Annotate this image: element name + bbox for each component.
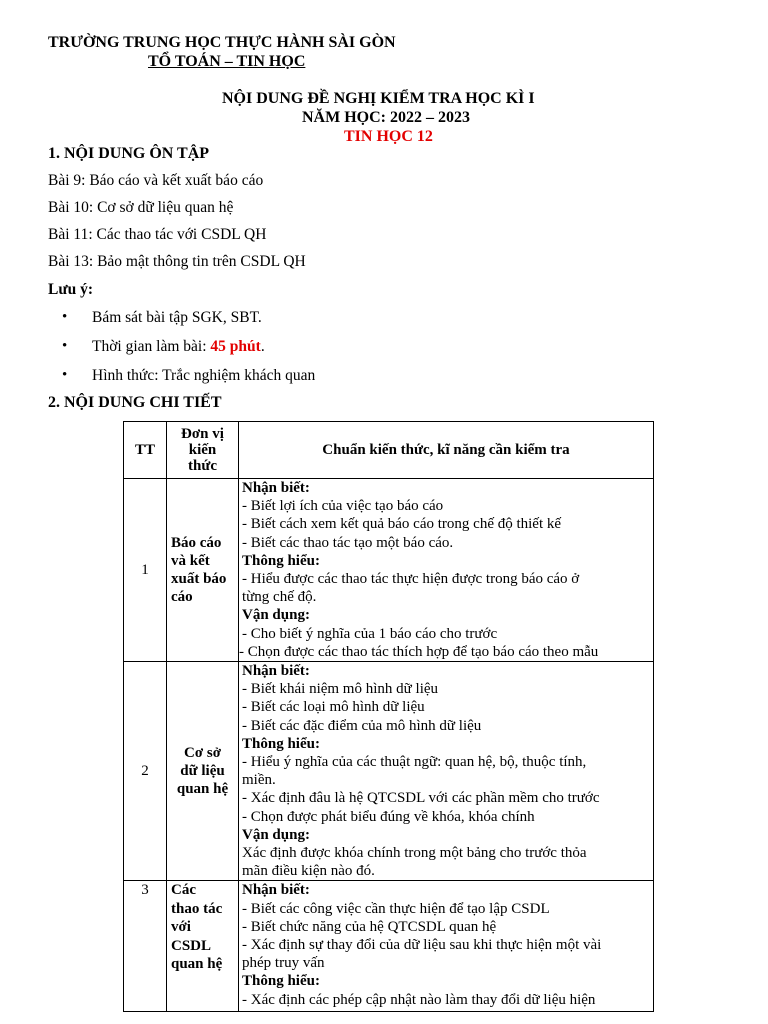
header-unit-line: kiến xyxy=(188,442,217,458)
criteria-line: - Biết các loại mô hình dữ liệu xyxy=(242,699,425,716)
unit-line: Các xyxy=(171,882,196,899)
table-row xyxy=(124,479,654,662)
exam-duration: 45 phút xyxy=(210,338,261,355)
header-unit-line: Đơn vị xyxy=(181,426,224,442)
unit-name xyxy=(167,881,239,1012)
subject-name: TIN HỌC 12 xyxy=(344,128,433,145)
criteria-line: - Biết cách xem kết quả báo cáo trong chế độ thiết kế xyxy=(242,516,562,533)
lesson-item: Bài 11: Các thao tác với CSDL QH xyxy=(48,226,267,243)
criteria-line: - Xác định các phép cập nhật nào làm thay đổi dữ liệu hiện xyxy=(242,991,596,1008)
lesson-item: Bài 13: Bảo mật thông tin trên CSDL QH xyxy=(48,253,306,270)
unit-line: dữ liệu xyxy=(180,763,225,780)
criteria-line: - Cho biết ý nghĩa của 1 báo cáo cho trước xyxy=(242,625,498,642)
header-criteria: Chuẩn kiến thức, kĩ năng cần kiểm tra xyxy=(239,422,654,479)
unit-line: quan hệ xyxy=(176,781,229,798)
criteria-line: - Biết chức năng của hệ QTCSDL quan hệ xyxy=(242,918,497,935)
section1-heading: 1. NỘI DUNG ÔN TẬP xyxy=(48,145,210,162)
note-item xyxy=(92,338,265,356)
level-heading: Nhận biết: xyxy=(242,882,310,899)
unit-line: CSDL xyxy=(171,937,212,954)
criteria-line: phép truy vấn xyxy=(242,955,325,972)
criteria-cell xyxy=(239,881,654,1012)
unit-line: Cơ sở xyxy=(183,745,222,762)
note-item: • Bám sát bài tập SGK, SBT. xyxy=(92,309,262,327)
level-heading: Thông hiểu: xyxy=(242,552,320,569)
content-table xyxy=(123,421,654,1012)
school-name: TRƯỜNG TRUNG HỌC THỰC HÀNH SÀI GÒN xyxy=(48,34,396,51)
criteria-line: - Chọn được phát biểu đúng về khóa, khóa chính xyxy=(242,808,535,825)
unit-line: cáo xyxy=(171,589,193,606)
unit-name xyxy=(167,662,239,881)
criteria-line: - Xác định sự thay đổi của dữ liệu sau khi thực hiện một vài xyxy=(242,937,602,954)
criteria-line: - Biết lợi ích của việc tạo báo cáo xyxy=(242,498,444,515)
level-heading: Nhận biết: xyxy=(242,480,310,496)
criteria-line: - Biết các đặc điểm của mô hình dữ liệu xyxy=(242,717,482,734)
level-heading: Vận dụng: xyxy=(242,826,310,843)
unit-line: với xyxy=(171,919,191,936)
row-number: 1 xyxy=(124,479,167,662)
level-heading: Nhận biết: xyxy=(242,663,310,680)
criteria-line: - Xác định đâu là hệ QTCSDL với các phần mềm cho trước xyxy=(242,790,600,807)
header-tt: TT xyxy=(124,422,167,479)
unit-line: Báo cáo xyxy=(171,535,222,552)
table-row xyxy=(124,662,654,881)
criteria-line: - Chọn được các thao tác thích hợp để tạo báo cáo theo mẫu xyxy=(239,643,599,660)
level-heading: Thông hiểu: xyxy=(242,973,320,990)
lesson-item: Bài 10: Cơ sở dữ liệu quan hệ xyxy=(48,199,234,216)
table-row xyxy=(124,881,654,1012)
unit-name xyxy=(167,479,239,662)
note-text: . xyxy=(260,338,265,355)
criteria-line: mãn điều kiện nào đó. xyxy=(242,863,375,880)
row-number: 3 xyxy=(124,881,167,1012)
criteria-cell xyxy=(239,479,654,662)
unit-line: thao tác xyxy=(171,900,223,917)
criteria-cell xyxy=(239,662,654,881)
document-title: NỘI DUNG ĐỀ NGHỊ KIỂM TRA HỌC KÌ I xyxy=(222,90,535,107)
note-label: Lưu ý: xyxy=(48,281,94,298)
table-header-row xyxy=(124,422,654,479)
criteria-line: Xác định được khóa chính trong một bảng cho trước thỏa xyxy=(242,845,587,862)
department-name: TỔ TOÁN – TIN HỌC xyxy=(148,53,306,70)
lesson-item: Bài 9: Báo cáo và kết xuất báo cáo xyxy=(48,172,264,189)
criteria-line: - Hiểu ý nghĩa của các thuật ngữ: quan hệ, bộ, thuộc tính, xyxy=(242,754,587,771)
row-number: 2 xyxy=(124,662,167,881)
criteria-line: - Hiểu được các thao tác thực hiện được trong báo cáo ở xyxy=(242,571,580,588)
unit-line: và kết xyxy=(171,553,210,570)
section2-heading: 2. NỘI DUNG CHI TIẾT xyxy=(48,394,222,411)
note-item: • Hình thức: Trắc nghiệm khách quan xyxy=(92,367,315,385)
criteria-line: từng chế độ. xyxy=(242,589,317,606)
criteria-line: - Biết các thao tác tạo một báo cáo. xyxy=(242,534,454,551)
unit-line: xuất báo xyxy=(171,571,227,588)
criteria-line: miền. xyxy=(242,772,276,789)
unit-line: quan hệ xyxy=(171,956,223,973)
criteria-line: - Biết các công việc cần thực hiện để tạo lập CSDL xyxy=(242,900,550,917)
level-heading: Vận dụng: xyxy=(242,607,310,624)
criteria-line: - Biết khái niệm mô hình dữ liệu xyxy=(242,681,439,698)
note-text: Thời gian làm bài: xyxy=(92,338,211,355)
header-unit xyxy=(167,422,239,479)
header-unit-line: thức xyxy=(188,458,217,474)
level-heading: Thông hiểu: xyxy=(242,735,320,752)
school-year: NĂM HỌC: 2022 – 2023 xyxy=(302,109,470,126)
